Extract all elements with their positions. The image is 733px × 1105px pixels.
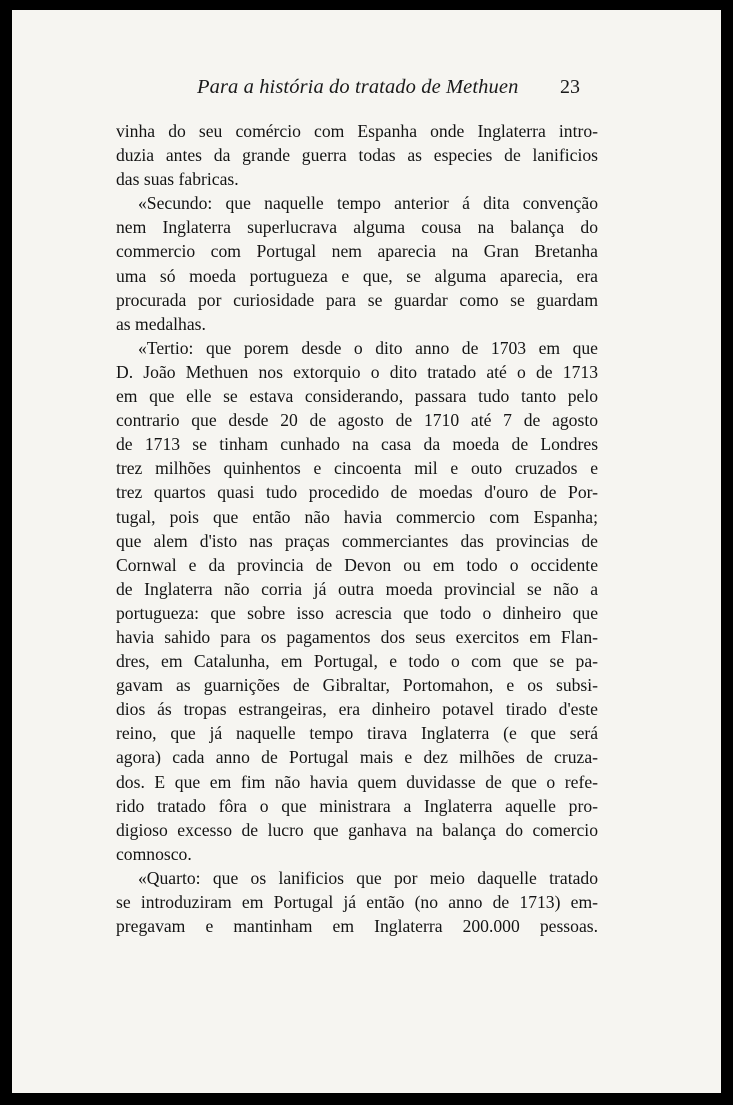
running-head [12,76,721,106]
text-line: pregavam e mantinham em Inglaterra 200.000 pessoas. [116,916,598,937]
text-line: commercio com Portugal nem aparecia na Gran Bretanha [116,241,598,262]
text-line: contrario que desde 20 de agosto de 1710 até 7 de agosto [116,410,598,431]
text-line: duzia antes da grande guerra todas as especies de lanificios [116,145,598,166]
text-line: gavam as guarnições de Gibraltar, Portomahon, e os subsi- [116,675,599,696]
text-line: que alem d'isto nas praças commerciantes das provincias de [116,530,598,551]
paragraph [116,866,598,938]
text-line: em que elle se estava considerando, passara tudo tanto pelo [116,386,599,407]
paragraph [116,191,598,336]
text-line: dos. E que em fim não havia quem duvidasse de que o refe- [116,771,598,792]
text-line: se introduziram em Portugal já então (no anno de 1713) em- [116,892,598,912]
page-number: 23 [560,76,580,98]
text-line: trez quartos quasi tudo procedido de moedas d'ouro de Por- [116,482,598,503]
text-line: rido tratado fôra o que ministrara a Inglaterra aquelle pro- [116,795,598,816]
paragraph [116,119,598,191]
book-page [12,10,721,1093]
text-line: D. João Methuen nos extorquio o dito tratado até o de 1713 [116,361,598,382]
text-line: uma só moeda portugueza e que, se alguma aparecia, era [116,265,598,286]
running-title: Para a história do tratado de Methuen [197,76,519,98]
paragraph [116,336,598,866]
text-line: dres, em Catalunha, em Portugal, e todo o com que se pa- [116,651,598,672]
text-line: das suas fabricas. [116,169,239,190]
text-line: de Inglaterra não corria já outra moeda provincial se não a [116,578,599,599]
text-line: nem Inglaterra superlucrava alguma cousa na balança do [116,217,598,238]
text-line: havia sahido para os pagamentos dos seus exercitos em Flan- [116,626,599,647]
text-line: Cornwal e da provincia de Devon ou em todo o occidente [116,554,599,575]
text-line: reino, que já naquelle tempo tirava Inglaterra (e que será [116,723,599,744]
text-line: digioso excesso de lucro que ganhava na balança do comercio [116,819,598,840]
text-line: trez milhões quinhentos e cincoenta mil e outo cruzados e [116,458,599,479]
text-line: portugueza: que sobre isso acrescia que todo o dinheiro que [116,602,598,623]
text-line: comnosco. [116,843,192,864]
text-line: agora) cada anno de Portugal mais e dez milhões de cruza- [116,747,598,768]
text-line: vinha do seu comércio com Espanha onde Inglaterra intro- [116,121,599,141]
text-line: as medalhas. [116,313,206,334]
text-line: de 1713 se tinham cunhado na casa da moeda de Londres [116,434,599,455]
text-line: tugal, pois que então não havia commercio com Espanha; [116,506,598,527]
text-line: dios ás tropas estrangeiras, era dinheiro potavel tirado d'este [116,699,598,720]
body-text [116,119,598,938]
text-line: «Quarto: que os lanificios que por meio daquelle tratado [138,867,598,888]
text-line: «Secundo: que naquelle tempo anterior á dita convenção [138,193,598,214]
text-line: «Tertio: que porem desde o dito anno de 1703 em que [138,337,598,358]
text-line: procurada por curiosidade para se guardar como se guardam [116,289,599,310]
